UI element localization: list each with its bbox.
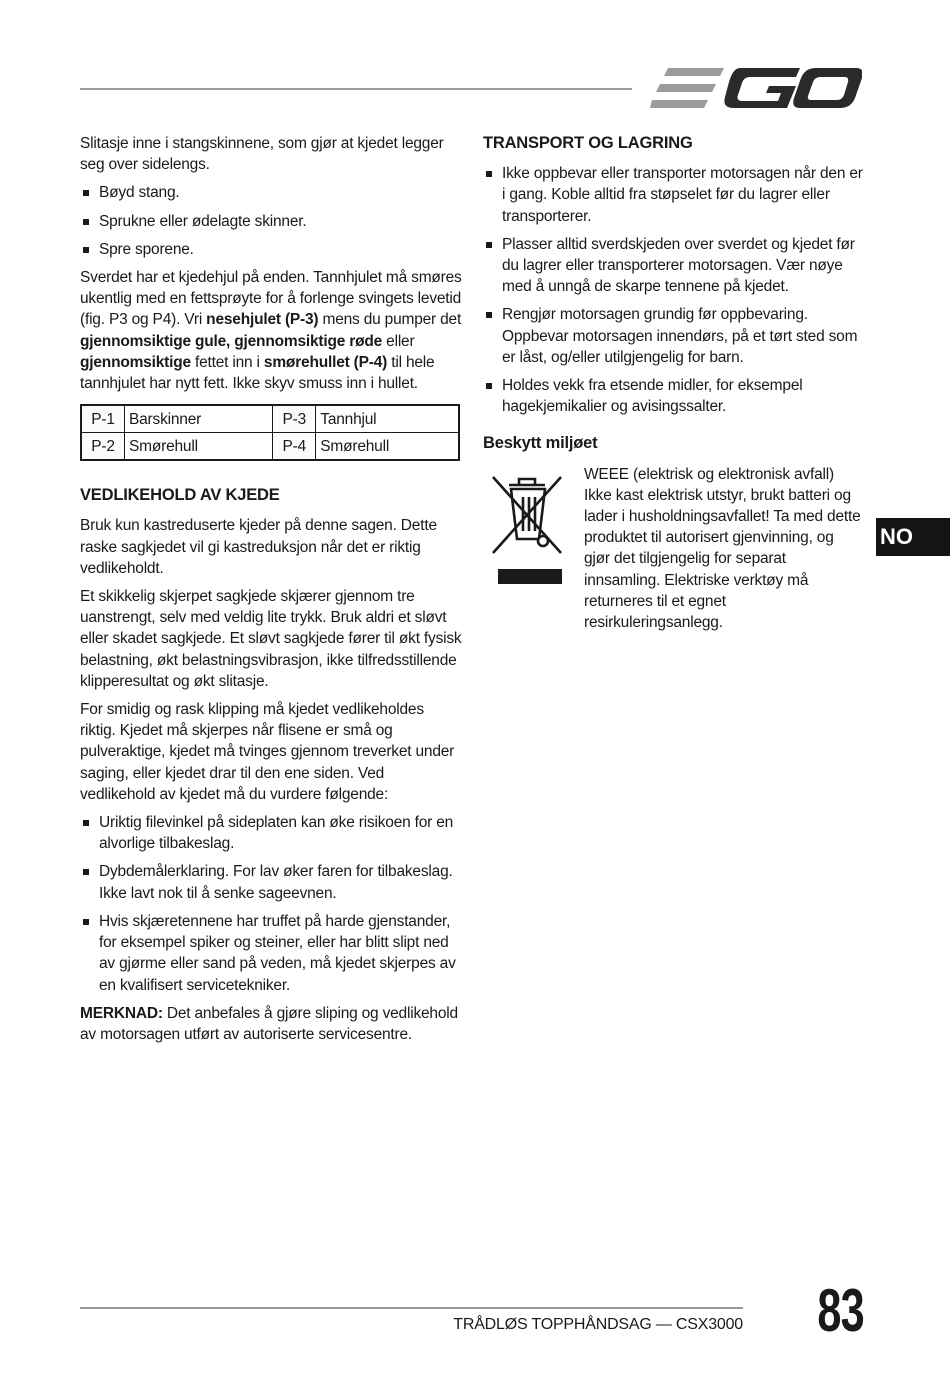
table-row bbox=[81, 433, 459, 461]
left-column bbox=[80, 133, 462, 1052]
chain-paragraph: Bruk kun kastreduserte kjeder på denne sagen. Dette raske sagkjedet vil gi kastreduksjon når det er riktig vedlikeholdt. bbox=[80, 517, 437, 577]
list-item: Rengjør motorsagen grundig før oppbevaring. Oppbevar motorsagen innendørs, på et tørt sted som er låst, og/eller utilgjengelig for barn. bbox=[483, 304, 863, 368]
part-label: Smørehull bbox=[125, 433, 273, 461]
list-item: Hvis skjæretennene har truffet på harde gjenstander, for eksempel spiker og steiner, eller har blitt slipt ned av gjørme eller sand på veden, må kjedet skjerpes av en kvalifisert servicetekniker. bbox=[80, 911, 462, 996]
transport-heading: TRANSPORT OG LAGRING bbox=[483, 134, 693, 152]
footer-title: TRÅDLØS TOPPHÅNDSAG — CSX3000 bbox=[453, 1316, 743, 1333]
page-number: 83 bbox=[817, 1277, 864, 1344]
weee-block bbox=[483, 464, 863, 641]
footer-rule bbox=[80, 1307, 743, 1309]
part-label: Barskinner bbox=[125, 405, 273, 433]
sprocket-paragraph: Sverdet har et kjedehjul på enden. Tannhjulet må smøres ukentlig med en fettsprøyte for å forlenge svingets levetid (fig. P3 og P4). Vri nesehjulet (P-3) mens du pumper det gjennomsiktige gule, gjennomsiktige røde eller gjennomsiktige fettet inn i smørehullet (P-4) til hele tannhjulet har nytt fett. Ikke skyv smuss inn i hullet. bbox=[80, 269, 462, 393]
part-label: Tannhjul bbox=[316, 405, 459, 433]
transport-list bbox=[483, 163, 863, 417]
parts-table bbox=[80, 404, 460, 461]
list-item: Ikke oppbevar eller transporter motorsagen når den er i gang. Koble alltid fra støpselet før du lagrer eller transporterer. bbox=[483, 163, 863, 227]
weee-crossed-bin-icon bbox=[483, 464, 571, 587]
list-item: Bøyd stang. bbox=[80, 182, 462, 203]
part-code: P-1 bbox=[81, 405, 125, 433]
part-code: P-2 bbox=[81, 433, 125, 461]
chain-list bbox=[80, 812, 462, 996]
chain-paragraph: For smidig og rask klipping må kjedet vedlikeholdes riktig. Kjedet må skjerpes når flisene er små og pulveraktige, kjedet må tvinges gjennom treverket under saging, eller kjedet drar til den ene siden. Ved vedlikehold av kjedet må du vurdere følgende: bbox=[80, 701, 455, 803]
ego-logo bbox=[650, 64, 862, 112]
part-code: P-3 bbox=[273, 405, 316, 433]
intro-paragraph: Slitasje inne i stangskinnene, som gjør at kjedet legger seg over sidelengs. bbox=[80, 135, 444, 174]
chain-heading: VEDLIKEHOLD AV KJEDE bbox=[80, 486, 280, 505]
environment-heading: Beskytt miljøet bbox=[483, 434, 598, 453]
chain-paragraph: Et skikkelig skjerpet sagkjede skjærer gjennom tre uanstrengt, selv med veldig lite trykk. Bruk aldri et sløvt eller skadet sagkjede. Et sløvt sagkjede fører til økt fysisk belastning, økt belastningsvibrasjon, ikke tilfredsstillende klipperesultat og økt slitasje. bbox=[80, 588, 462, 690]
list-item: Holdes vekk fra etsende midler, for eksempel hagekjemikalier og avisingssalter. bbox=[483, 375, 863, 417]
list-item: Uriktig filevinkel på sideplaten kan øke risikoen for en alvorlige tilbakeslag. bbox=[80, 812, 462, 854]
header-rule bbox=[80, 88, 632, 90]
note-label: MERKNAD: bbox=[80, 1004, 163, 1022]
part-code: P-4 bbox=[273, 433, 316, 461]
part-label: Smørehull bbox=[316, 433, 459, 461]
weee-paragraph: WEEE (elektrisk og elektronisk avfall) Ikke kast elektrisk utstyr, brukt batteri og lader i husholdningsavfallet! Ta med dette produktet til autorisert gjenvinning, og gjør det tilgjengelig for separat innsamling. Elektriske verktøy må returneres til et egnet resirkuleringsanlegg. bbox=[584, 465, 861, 632]
note-paragraph: MERKNAD: Det anbefales å gjøre sliping og vedlikehold av motorsagen utført av autoriserte servicesentre. bbox=[80, 1004, 458, 1043]
list-item: Sprukne eller ødelagte skinner. bbox=[80, 211, 462, 232]
table-row bbox=[81, 405, 459, 433]
right-column bbox=[483, 133, 863, 640]
list-item: Spre sporene. bbox=[80, 239, 462, 260]
wear-list bbox=[80, 182, 462, 260]
language-tab: NO bbox=[876, 518, 950, 556]
list-item: Dybdemålerklaring. For lav øker faren for tilbakeslag. Ikke lavt nok til å senke sageevnen. bbox=[80, 861, 462, 903]
list-item: Plasser alltid sverdskjeden over sverdet og kjedet før du lagrer eller transporterer motorsagen. Vær nøye med å unngå de skarpe tennene på kjedet. bbox=[483, 234, 863, 298]
